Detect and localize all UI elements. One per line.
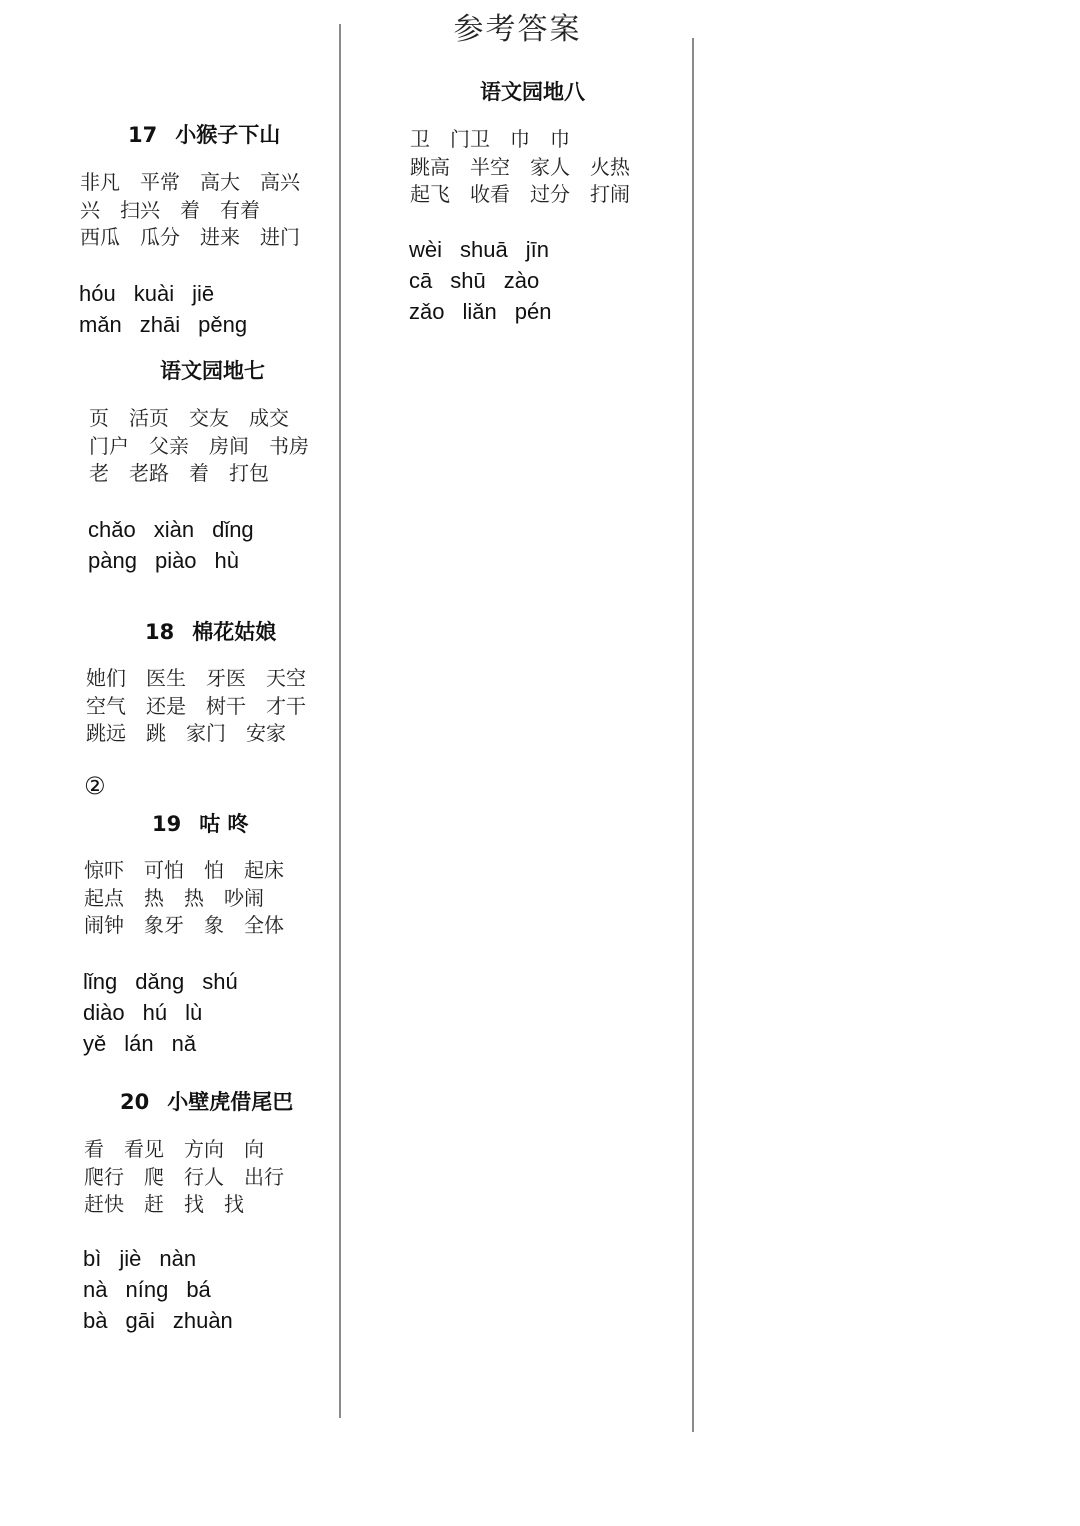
- word-row: [84, 1136, 304, 1164]
- word-item: 她们: [86, 666, 126, 690]
- word-row: [80, 197, 320, 225]
- word-item: 看见: [124, 1137, 164, 1161]
- word-item: 看: [84, 1137, 104, 1161]
- word-row: [84, 1164, 304, 1192]
- pinyin-row: [79, 278, 265, 309]
- lesson-title: 咕 咚: [199, 812, 249, 836]
- word-row: [410, 181, 650, 209]
- pinyin-row: [79, 309, 265, 340]
- word-item: 房间: [209, 433, 249, 458]
- word-item: 向: [244, 1137, 264, 1161]
- word-item: 着: [189, 461, 209, 485]
- word-row: [86, 720, 326, 748]
- pinyin-item: shuā: [460, 237, 508, 262]
- word-row: [86, 665, 326, 693]
- word-item: 半空: [470, 154, 510, 179]
- section-heading-garden-7: [160, 355, 265, 385]
- word-row: [410, 126, 650, 154]
- word-item: 热: [144, 885, 164, 910]
- page-title: 参考答案: [453, 12, 582, 47]
- lesson-number: 20: [120, 1090, 150, 1114]
- pinyin-item: hù: [214, 548, 240, 573]
- word-row: [84, 1191, 304, 1219]
- word-item: 着: [180, 197, 200, 222]
- section-heading-17: [128, 119, 280, 149]
- pinyin-item: nà: [83, 1277, 108, 1302]
- pinyin-item: cā: [409, 268, 433, 293]
- pinyin-item: zhuàn: [172, 1308, 233, 1333]
- pinyin-item: diào: [83, 1000, 125, 1025]
- word-list-19: [84, 857, 304, 940]
- section-heading-20: [120, 1086, 293, 1116]
- word-item: 跳高: [410, 154, 450, 179]
- word-list-garden-8: [410, 126, 650, 209]
- word-list-18: [86, 665, 326, 748]
- lesson-title: 小猴子下山: [175, 123, 281, 147]
- pinyin-item: hú: [142, 1000, 168, 1025]
- word-item: 非凡: [80, 170, 120, 194]
- pinyin-item: jīn: [525, 237, 549, 262]
- word-item: 方向: [184, 1137, 224, 1161]
- pinyin-item: liǎn: [462, 299, 497, 324]
- word-item: 惊吓: [84, 858, 124, 882]
- word-item: 才干: [266, 693, 306, 718]
- word-item: 高大: [200, 170, 240, 194]
- pinyin-row: [83, 966, 256, 997]
- pinyin-row: [83, 997, 256, 1028]
- pinyin-row: [409, 234, 569, 265]
- pinyin-item: nàn: [159, 1246, 197, 1271]
- word-item: 父亲: [149, 433, 189, 458]
- word-item: 象牙: [144, 913, 184, 937]
- pinyin-list-garden-8: [409, 234, 569, 327]
- word-item: 活页: [129, 406, 169, 430]
- word-item: 西瓜: [80, 225, 120, 249]
- word-item: 树干: [206, 693, 246, 718]
- pinyin-item: mǎn: [79, 312, 122, 337]
- word-item: 牙医: [206, 666, 246, 690]
- pinyin-row: [88, 514, 272, 545]
- section-heading-19: [152, 808, 249, 838]
- word-item: 兴: [80, 197, 100, 222]
- pinyin-item: zhāi: [139, 312, 181, 337]
- pinyin-item: wèi: [409, 237, 443, 262]
- pinyin-item: dǎng: [135, 969, 185, 994]
- pinyin-item: shū: [450, 268, 486, 293]
- word-item: 起飞: [410, 182, 450, 206]
- word-item: 跳远: [86, 721, 126, 745]
- pinyin-row: [83, 1305, 251, 1336]
- pinyin-item: pén: [514, 299, 552, 324]
- word-item: 赶快: [84, 1192, 124, 1216]
- pinyin-item: jiè: [119, 1246, 142, 1271]
- pinyin-row: [83, 1243, 251, 1274]
- section-title: 语文园地八: [480, 80, 585, 104]
- pinyin-item: piào: [154, 548, 197, 573]
- word-item: 巾: [510, 127, 530, 151]
- pinyin-list-17: [79, 278, 265, 340]
- word-list-garden-7: [89, 405, 329, 488]
- word-item: 医生: [146, 666, 186, 690]
- word-item: 跳: [146, 721, 166, 745]
- lesson-title: 棉花姑娘: [192, 620, 277, 644]
- column-divider-right: [692, 38, 694, 1432]
- pinyin-item: bì: [83, 1246, 102, 1271]
- word-item: 火热: [590, 154, 630, 179]
- pinyin-row: [409, 296, 569, 327]
- word-item: 进来: [200, 225, 240, 249]
- pinyin-item: nǎ: [171, 1031, 197, 1056]
- lesson-number: 19: [152, 812, 182, 836]
- word-item: 有着: [220, 197, 260, 222]
- word-row: [89, 460, 329, 488]
- word-item: 吵闹: [224, 885, 264, 910]
- word-item: 老路: [129, 461, 169, 485]
- word-row: [410, 154, 650, 182]
- pinyin-item: lǐng: [83, 969, 118, 994]
- word-item: 热: [184, 885, 204, 910]
- pinyin-row: [83, 1274, 251, 1305]
- word-row: [84, 885, 304, 913]
- word-item: 过分: [530, 182, 570, 206]
- word-list-20: [84, 1136, 304, 1219]
- pinyin-item: lù: [185, 1000, 203, 1025]
- word-item: 起点: [84, 885, 124, 910]
- word-item: 可怕: [144, 858, 184, 882]
- lesson-number: 17: [128, 123, 158, 147]
- pinyin-item: xiàn: [153, 517, 195, 542]
- pinyin-list-19: [83, 966, 256, 1059]
- word-item: 行人: [184, 1164, 224, 1189]
- section-title: 语文园地七: [160, 359, 265, 383]
- pinyin-item: bà: [83, 1308, 108, 1333]
- pinyin-item: hóu: [79, 281, 116, 306]
- pinyin-item: jiē: [192, 281, 215, 306]
- pinyin-list-20: [83, 1243, 251, 1336]
- word-item: 打包: [229, 461, 269, 485]
- pinyin-item: zào: [503, 268, 540, 293]
- column-divider-left: [339, 24, 341, 1418]
- section-heading-garden-8: [480, 76, 585, 106]
- word-item: 卫: [410, 127, 430, 151]
- word-item: 还是: [146, 693, 186, 718]
- word-item: 怕: [204, 858, 224, 882]
- question-marker: ②: [84, 772, 106, 800]
- word-item: 出行: [244, 1164, 284, 1189]
- word-item: 象: [204, 913, 224, 937]
- word-item: 扫兴: [120, 197, 160, 222]
- word-row: [80, 224, 320, 252]
- pinyin-row: [83, 1028, 256, 1059]
- pinyin-item: pàng: [88, 548, 137, 573]
- word-item: 高兴: [260, 170, 300, 194]
- word-item: 门户: [89, 433, 129, 458]
- pinyin-item: níng: [125, 1277, 169, 1302]
- word-row: [86, 693, 326, 721]
- word-row: [80, 169, 320, 197]
- pinyin-item: gāi: [125, 1308, 155, 1333]
- word-row: [89, 433, 329, 461]
- word-item: 老: [89, 461, 109, 485]
- word-item: 成交: [249, 406, 289, 430]
- word-item: 页: [89, 406, 109, 430]
- word-row: [84, 912, 304, 940]
- word-item: 天空: [266, 666, 306, 690]
- word-row: [89, 405, 329, 433]
- word-item: 全体: [244, 913, 284, 937]
- pinyin-row: [409, 265, 569, 296]
- word-item: 交友: [189, 406, 229, 430]
- pinyin-item: kuài: [133, 281, 175, 306]
- pinyin-item: shú: [202, 969, 238, 994]
- word-item: 家门: [186, 721, 226, 745]
- pinyin-item: lán: [124, 1031, 154, 1056]
- word-item: 家人: [530, 154, 570, 179]
- word-row: [84, 857, 304, 885]
- word-item: 爬: [144, 1164, 164, 1189]
- word-item: 进门: [260, 225, 300, 249]
- word-item: 书房: [269, 433, 309, 458]
- pinyin-item: dǐng: [212, 517, 254, 542]
- pinyin-item: zǎo: [409, 299, 445, 324]
- word-item: 起床: [244, 858, 284, 882]
- word-item: 门卫: [450, 127, 490, 151]
- word-item: 空气: [86, 693, 126, 718]
- pinyin-item: bá: [186, 1277, 211, 1302]
- word-item: 收看: [470, 182, 510, 206]
- word-item: 打闹: [590, 182, 630, 206]
- pinyin-item: pěng: [198, 312, 248, 337]
- word-item: 闹钟: [84, 913, 124, 937]
- pinyin-row: [88, 545, 272, 576]
- lesson-number: 18: [145, 620, 175, 644]
- pinyin-item: chǎo: [88, 517, 136, 542]
- pinyin-list-garden-7: [88, 514, 272, 576]
- word-item: 瓜分: [140, 225, 180, 249]
- word-item: 赶: [144, 1192, 164, 1216]
- word-list-17: [80, 169, 320, 252]
- word-item: 找: [184, 1192, 204, 1216]
- lesson-title: 小壁虎借尾巴: [167, 1090, 294, 1114]
- section-heading-18: [145, 616, 276, 646]
- word-item: 找: [224, 1192, 244, 1216]
- word-item: 巾: [550, 127, 570, 151]
- word-item: 爬行: [84, 1164, 124, 1189]
- word-item: 安家: [246, 721, 286, 745]
- pinyin-item: yě: [83, 1031, 107, 1056]
- word-item: 平常: [140, 170, 180, 194]
